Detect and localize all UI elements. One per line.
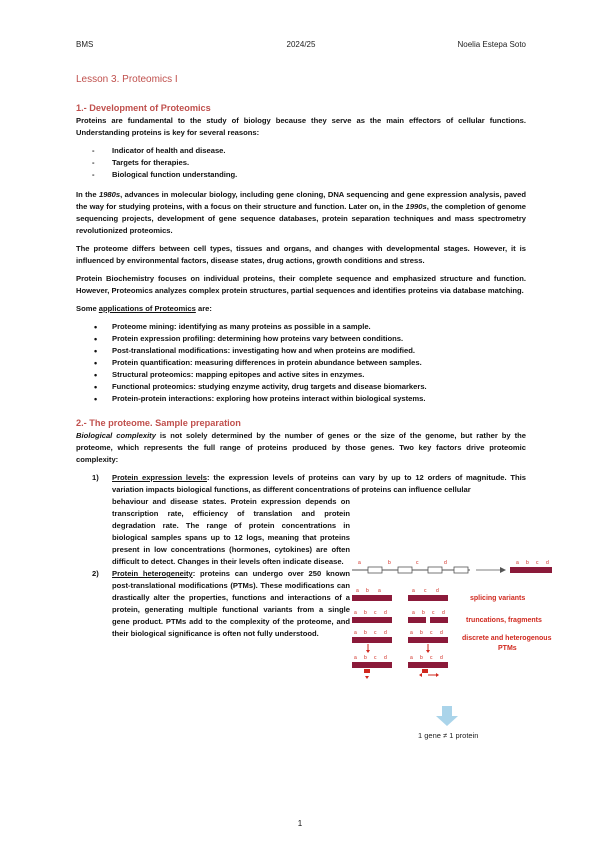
down-arrow	[436, 706, 458, 726]
svg-text:a: a	[354, 655, 357, 661]
ptm-row-2	[352, 655, 448, 679]
svg-text:c: c	[432, 610, 435, 616]
svg-text:d: d	[546, 560, 549, 566]
list-item: • Protein expression profiling: determining how proteins vary between conditions.	[92, 333, 526, 345]
svg-text:d: d	[444, 560, 447, 566]
page-number: 1	[297, 819, 303, 828]
svg-text:d: d	[384, 655, 387, 661]
svg-text:truncations, fragments: truncations, fragments	[466, 617, 542, 624]
applications-intro: Some applications of Proteomics are:	[76, 304, 212, 313]
intro-paragraph: Proteins are fundamental to the study of biology because they serve as the main effectors of cellular functions. Understanding proteins is key for several reasons:	[76, 116, 526, 137]
header-year: 2024/25	[286, 40, 316, 49]
list-item: 2) Protein heterogeneity: proteins can undergo over 250 known post-translational modifications (PTMs). These modifications can drastically alter the properties, functions and interactions of a protein, generating multiple functional variants from a single gene product. PTMs add to the complexity of the proteome, and their biological significance is often not fully understood.	[92, 569, 350, 638]
complexity-paragraph: Biological complexity is not solely determined by the number of genes or the size of the genome, but rather by the proteome, which represents the full range of proteins produced by those genes. Two key factors drive proteomic complexity:	[76, 431, 526, 464]
ptm-row-1	[352, 630, 552, 653]
list-item: • Structural proteomics: mapping epitopes and active sites in enzymes.	[92, 369, 526, 381]
truncation-row	[352, 610, 542, 624]
svg-text:discrete and heterogenous: discrete and heterogenous	[462, 635, 552, 642]
svg-text:c: c	[416, 560, 419, 566]
list-item: - Biological function understanding.	[92, 169, 526, 181]
svg-text:b: b	[420, 655, 423, 661]
list-item: 1) Protein expression levels: the expression levels of proteins can vary by up to 12 orders of magnitude. This variation impacts biological functions, as different concentrations of proteins can influence cellular behaviour and disease states. Protein expression depends on transcription rate, efficiency of translation and protein degradation rate. The range of protein concentrations in biological samples spans up to 12 logs, meaning that proteins present in low concentrations (hormones, cytokines) are often difficult to detect. Changes in their levels often indicate disease.	[92, 473, 526, 566]
history-paragraph: In the 1980s, advances in molecular biology, including gene cloning, DNA sequencing and gene expression analysis, paved the way for studying proteins, with a focus on their structure and function. Later on, in the 1990s, the completion of genome sequencing projects, development of gene sequence databases, protein separation techniques and mass spectrometry revolutionized proteomics.	[76, 190, 527, 235]
svg-text:b: b	[388, 560, 391, 566]
svg-text:d: d	[436, 588, 439, 594]
svg-text:d: d	[440, 655, 443, 661]
list-item: • Proteome mining: identifying as many proteins as possible in a sample.	[92, 321, 526, 333]
list-item: • Protein-protein interactions: exploring how proteins interact within biological systems.	[92, 393, 526, 405]
svg-text:a: a	[410, 655, 413, 661]
applications-list	[76, 321, 526, 405]
splicing-row	[352, 588, 525, 602]
svg-text:c: c	[430, 630, 433, 636]
svg-text:c: c	[374, 630, 377, 636]
svg-text:b: b	[364, 610, 367, 616]
gene-row	[352, 560, 552, 573]
svg-text:d: d	[440, 630, 443, 636]
header-author: Noelia Estepa Soto	[457, 40, 526, 49]
svg-text:d: d	[384, 630, 387, 636]
svg-text:b: b	[526, 560, 529, 566]
svg-text:a: a	[358, 560, 361, 566]
svg-text:a: a	[356, 588, 359, 594]
svg-text:a: a	[412, 610, 415, 616]
svg-text:c: c	[424, 588, 427, 594]
svg-text:b: b	[366, 588, 369, 594]
section-title-proteome: 2.- The proteome. Sample preparation	[76, 418, 241, 428]
svg-text:splicing variants: splicing variants	[470, 595, 526, 602]
list-item: • Post-translational modifications: investigating how and when proteins are modified.	[92, 345, 526, 357]
reasons-list	[76, 145, 526, 181]
section-title-development: 1.- Development of Proteomics	[76, 103, 211, 113]
biochemistry-paragraph: Protein Biochemistry focuses on individual proteins, their complete sequence and emphasized structure and function. However, Proteomics analyzes complex protein structures, partial sequences and identifies proteins via database matching.	[76, 274, 526, 295]
svg-text:d: d	[384, 610, 387, 616]
svg-text:b: b	[364, 655, 367, 661]
proteome-paragraph: The proteome differs between cell types, tissues and organs, and changes with developmental stages. However, it is influenced by environmental factors, disease states, drug actions, growth conditions and stress.	[76, 244, 526, 265]
svg-text:c: c	[430, 655, 433, 661]
svg-text:b: b	[420, 630, 423, 636]
svg-text:b: b	[364, 630, 367, 636]
svg-text:PTMs: PTMs	[498, 645, 517, 652]
svg-text:a: a	[516, 560, 519, 566]
svg-text:c: c	[374, 610, 377, 616]
svg-text:a: a	[354, 630, 357, 636]
svg-text:d: d	[442, 610, 445, 616]
svg-text:c: c	[374, 655, 377, 661]
list-item: • Functional proteomics: studying enzyme activity, drug targets and disease biomarkers.	[92, 381, 526, 393]
list-item: • Protein quantification: measuring differences in protein abundance between samples.	[92, 357, 526, 369]
gene-protein-diagram	[350, 558, 580, 758]
list-item: - Indicator of health and disease.	[92, 145, 526, 157]
svg-text:a: a	[410, 630, 413, 636]
page-header	[76, 40, 526, 52]
figure-caption: 1 gene ≠ 1 protein	[418, 731, 479, 740]
lesson-title: Lesson 3. Proteomics I	[76, 74, 178, 85]
svg-text:a: a	[354, 610, 357, 616]
list-item: - Targets for therapies.	[92, 157, 526, 169]
svg-text:a: a	[412, 588, 415, 594]
svg-text:b: b	[422, 610, 425, 616]
header-course: BMS	[76, 40, 94, 49]
svg-text:c: c	[536, 560, 539, 566]
svg-text:a: a	[378, 588, 381, 594]
